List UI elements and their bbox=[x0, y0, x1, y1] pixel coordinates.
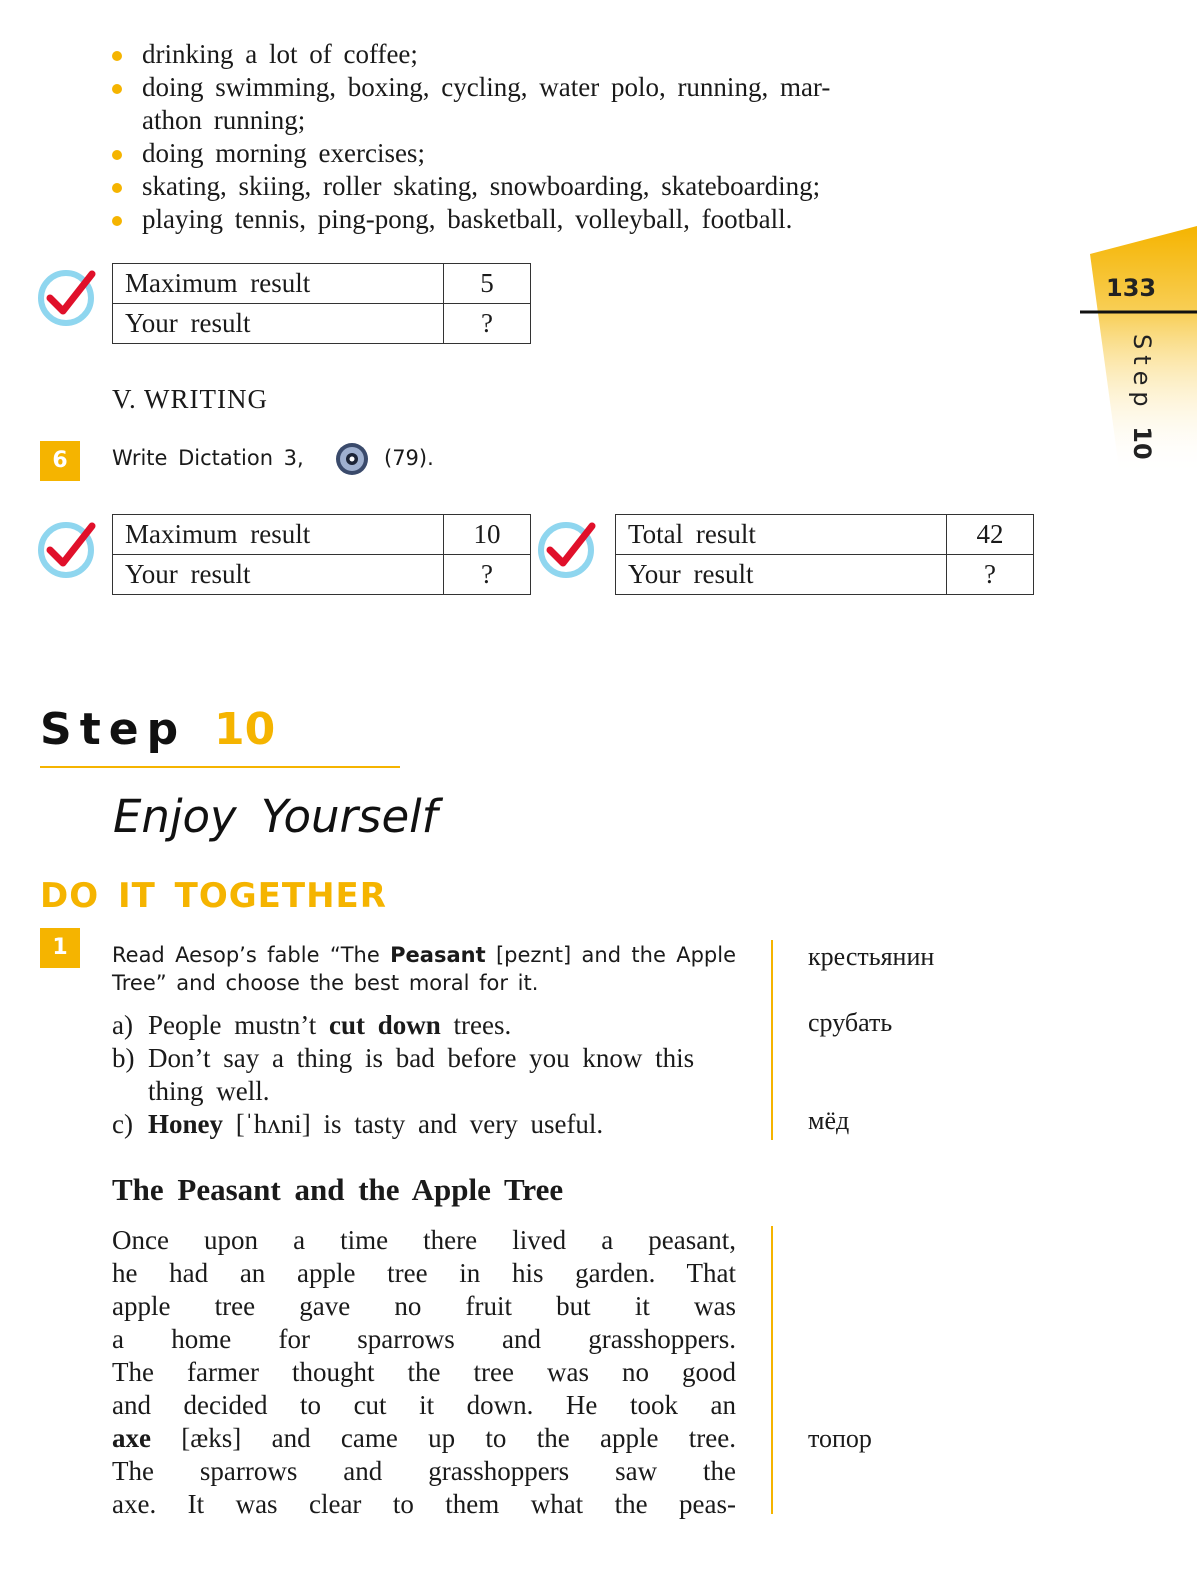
choice-b bbox=[112, 1042, 736, 1108]
page-number: 133 bbox=[1106, 274, 1157, 302]
choice-a bbox=[112, 1009, 736, 1042]
glossary-divider bbox=[771, 940, 773, 1140]
glossary-divider bbox=[771, 1226, 773, 1514]
total-result-table bbox=[615, 514, 1034, 595]
story-line: he had an apple tree in his garden. That bbox=[112, 1258, 736, 1288]
table-cell: Maximum result bbox=[113, 264, 444, 304]
divider bbox=[40, 766, 400, 768]
audio-disc-icon bbox=[335, 442, 369, 476]
list-item: playing tennis, ping-pong, basketball, volleyball, football. bbox=[112, 203, 1032, 236]
checkmark-icon bbox=[36, 516, 100, 580]
keyword: cut down bbox=[329, 1010, 441, 1040]
list-item: doing morning exercises; bbox=[112, 137, 1032, 170]
keyword: axe bbox=[112, 1423, 151, 1453]
result-table bbox=[112, 514, 531, 595]
table-cell: 5 bbox=[444, 264, 531, 304]
list-item-line: athon running; bbox=[142, 105, 306, 135]
table-cell: Maximum result bbox=[113, 515, 444, 555]
moral-choices bbox=[112, 1009, 736, 1141]
choice-text bbox=[148, 1009, 736, 1042]
choice-letter: c) bbox=[112, 1109, 133, 1139]
choice-text bbox=[148, 1108, 736, 1141]
table-cell: 10 bbox=[444, 515, 531, 555]
track-number: (79). bbox=[384, 446, 434, 470]
table-cell: ? bbox=[947, 555, 1034, 595]
list-item: drinking a lot of coffee; bbox=[112, 38, 1032, 71]
task-number: 6 bbox=[40, 441, 80, 481]
task-text-part: [peznt] and the Apple Tree” and choose the best moral for it. bbox=[112, 943, 736, 995]
table-cell: 42 bbox=[947, 515, 1034, 555]
table-cell: Your result bbox=[616, 555, 947, 595]
table-cell: Your result bbox=[113, 555, 444, 595]
step-heading: Step bbox=[40, 704, 187, 755]
table-cell: Total result bbox=[616, 515, 947, 555]
story-line: Once upon a time there lived a peasant, bbox=[112, 1225, 736, 1255]
side-step-label bbox=[1128, 334, 1156, 460]
step-number: 10 bbox=[214, 704, 276, 755]
glossary-entry: крестьянин bbox=[808, 942, 935, 971]
story-line: axe. It was clear to them what the peas- bbox=[112, 1489, 736, 1519]
side-step-number: 10 bbox=[1128, 426, 1156, 460]
section-heading: DO IT TOGETHER bbox=[40, 876, 387, 916]
choice-text-part: [ˈhʌni] is tasty and very useful. bbox=[223, 1109, 604, 1139]
choice-letter: a) bbox=[112, 1010, 133, 1040]
list-item bbox=[112, 71, 1032, 137]
keyword: Peasant bbox=[390, 943, 486, 967]
checkmark-icon bbox=[536, 516, 600, 580]
table-cell: ? bbox=[444, 555, 531, 595]
side-step-word: Step bbox=[1128, 334, 1156, 413]
story-line: a home for sparrows and grasshoppers. bbox=[112, 1324, 736, 1354]
list-item: skating, skiing, roller skating, snowboarding, skateboarding; bbox=[112, 170, 1032, 203]
table-cell: Your result bbox=[113, 304, 444, 344]
activity-list bbox=[112, 38, 1032, 236]
table-cell: ? bbox=[444, 304, 531, 344]
story-line bbox=[112, 1422, 736, 1455]
glossary-entry: срубать bbox=[808, 1008, 893, 1037]
story-title: The Peasant and the Apple Tree bbox=[112, 1172, 564, 1207]
keyword: Honey bbox=[148, 1109, 224, 1139]
choice-text: Don’t say a thing is bad before you know this thing well. bbox=[148, 1043, 695, 1106]
story-text bbox=[112, 1224, 736, 1521]
story-line: and decided to cut it down. He took an bbox=[112, 1390, 736, 1420]
glossary-entry: мёд bbox=[808, 1106, 850, 1135]
task-text-part: Read Aesop’s fable “The bbox=[112, 943, 391, 967]
task-text bbox=[112, 941, 736, 997]
choice-letter: b) bbox=[112, 1043, 135, 1073]
result-table bbox=[112, 263, 531, 344]
choice-text-part: People mustn’t bbox=[148, 1010, 330, 1040]
story-line: The farmer thought the tree was no good bbox=[112, 1357, 736, 1387]
section-title: V. WRITING bbox=[112, 384, 268, 414]
story-line: apple tree gave no fruit but it was bbox=[112, 1291, 736, 1321]
story-line: The sparrows and grasshoppers saw the bbox=[112, 1456, 736, 1486]
glossary-entry: топор bbox=[808, 1424, 872, 1453]
page-title: Enjoy Yourself bbox=[113, 790, 438, 843]
choice-text-part: trees. bbox=[440, 1010, 512, 1040]
story-line-part: [æks] and came up to the apple tree. bbox=[150, 1423, 736, 1453]
list-item-line: doing swimming, boxing, cycling, water polo, running, mar- bbox=[142, 72, 831, 102]
checkmark-icon bbox=[36, 264, 100, 328]
task-text: Write Dictation 3, bbox=[112, 446, 304, 470]
task-number: 1 bbox=[40, 928, 80, 968]
choice-c bbox=[112, 1108, 736, 1141]
